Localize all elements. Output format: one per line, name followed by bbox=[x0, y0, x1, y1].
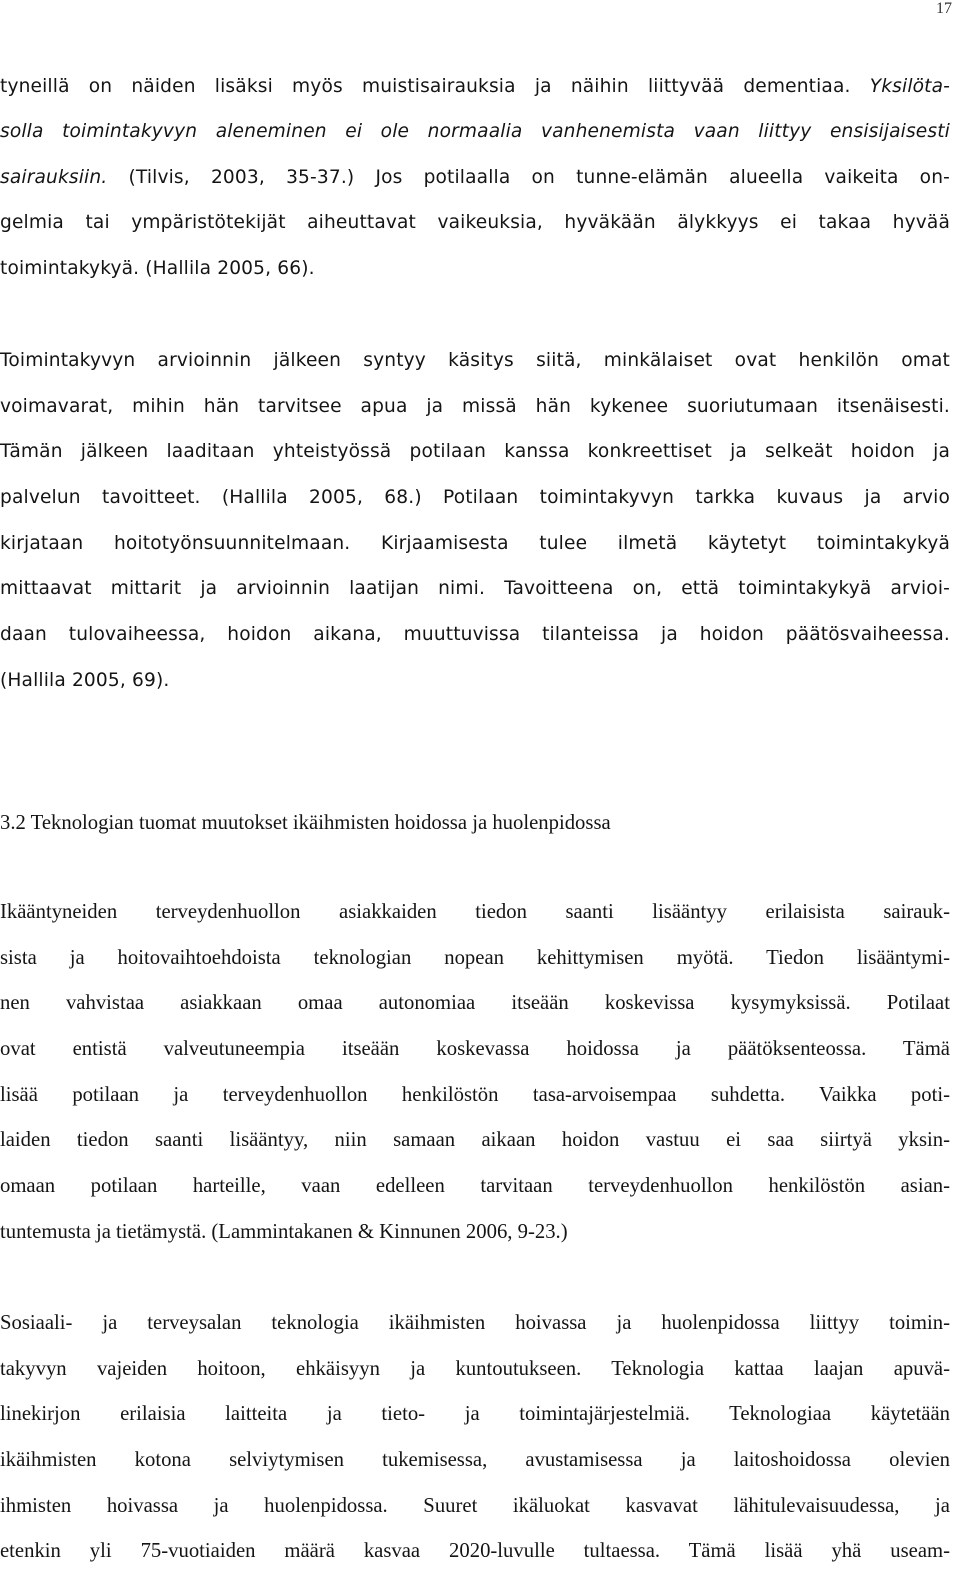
text-line bbox=[0, 72, 950, 102]
text-line: omaan potilaan harteille, vaan edelleen tarvitaan terveydenhuollon henkilöstön asian- bbox=[0, 1175, 950, 1197]
italic-text: Yksilöta- bbox=[869, 76, 950, 97]
text-line: sista ja hoitovaihtoehdoista teknologian nopean kehittymisen myötä. Tiedon lisääntymi- bbox=[0, 947, 950, 969]
text-line: Ikääntyneiden terveydenhuollon asiakkaiden tiedon saanti lisääntyy erilaisista sairauk- bbox=[0, 901, 950, 923]
text-span: (Tilvis, 2003, 35-37.) Jos potilaalla on tunne-elämän alueella vaikeita on- bbox=[107, 167, 950, 188]
text-line: palvelun tavoitteet. (Hallila 2005, 68.) Potilaan toimintakyvyn tarkka kuvaus ja arvio bbox=[0, 487, 950, 508]
text-line: tuntemusta ja tietämystä. (Lammintakanen & Kinnunen 2006, 9-23.) bbox=[0, 1221, 568, 1243]
page-number: 17 bbox=[936, 0, 952, 17]
text-line: etenkin yli 75-vuotiaiden määrä kasvaa 2020-luvulle tultaessa. Tämä lisää yhä useam- bbox=[0, 1540, 950, 1562]
text-line: Sosiaali- ja terveysalan teknologia ikäihmisten hoivassa ja huolenpidossa liittyy toimin- bbox=[0, 1312, 950, 1334]
text-span: tyneillä on näiden lisäksi myös muistisairauksia ja näihin liittyvää dementiaa. bbox=[0, 76, 870, 97]
section-heading: 3.2 Teknologian tuomat muutokset ikäihmisten hoidossa ja huolenpidossa bbox=[0, 812, 611, 834]
text-line: (Hallila 2005, 69). bbox=[0, 670, 170, 691]
text-line: Toimintakyvyn arvioinnin jälkeen syntyy käsitys siitä, minkälaiset ovat henkilön omat bbox=[0, 350, 950, 371]
text-line: mittaavat mittarit ja arvioinnin laatijan nimi. Tavoitteena on, että toimintakykyä arvioi- bbox=[0, 578, 950, 599]
italic-text: sairauksiin. bbox=[0, 167, 108, 188]
text-line: toimintakykyä. (Hallila 2005, 66). bbox=[0, 258, 315, 279]
text-line: voimavarat, mihin hän tarvitsee apua ja missä hän kykenee suoriutumaan itsenäisesti. bbox=[0, 396, 950, 417]
text-line bbox=[0, 163, 950, 193]
text-line: linekirjon erilaisia laitteita ja tieto- ja toimintajärjestelmiä. Teknologiaa käytetään bbox=[0, 1403, 950, 1425]
text-line: lisää potilaan ja terveydenhuollon henkilöstön tasa-arvoisempaa suhdetta. Vaikka poti- bbox=[0, 1084, 950, 1106]
text-line: kirjataan hoitotyönsuunnitelmaan. Kirjaamisesta tulee ilmetä käytetyt toimintakykyä bbox=[0, 533, 950, 554]
text-line: solla toimintakyvyn aleneminen ei ole normaalia vanhenemista vaan liittyy ensisijaisesti bbox=[0, 121, 950, 142]
text-line: ovat entistä valveutuneempia itseään koskevassa hoidossa ja päätöksenteossa. Tämä bbox=[0, 1038, 950, 1060]
text-line: daan tulovaiheessa, hoidon aikana, muuttuvissa tilanteissa ja hoidon päätösvaiheessa. bbox=[0, 624, 950, 645]
text-line: gelmia tai ympäristötekijät aiheuttavat vaikeuksia, hyväkään älykkyys ei takaa hyvää bbox=[0, 212, 950, 233]
text-line: laiden tiedon saanti lisääntyy, niin samaan aikaan hoidon vastuu ei saa siirtyä yksin- bbox=[0, 1129, 950, 1151]
text-line: ikäihmisten kotona selviytymisen tukemisessa, avustamisessa ja laitoshoidossa olevien bbox=[0, 1449, 950, 1471]
text-line: nen vahvistaa asiakkaan omaa autonomiaa itseään koskevissa kysymyksissä. Potilaat bbox=[0, 992, 950, 1014]
text-line: takyvyn vajeiden hoitoon, ehkäisyyn ja kuntoutukseen. Teknologia kattaa laajan apuvä- bbox=[0, 1358, 950, 1380]
text-line: Tämän jälkeen laaditaan yhteistyössä potilaan kanssa konkreettiset ja selkeät hoidon ja bbox=[0, 441, 950, 462]
text-line: ihmisten hoivassa ja huolenpidossa. Suuret ikäluokat kasvavat lähitulevaisuudessa, ja bbox=[0, 1495, 950, 1517]
